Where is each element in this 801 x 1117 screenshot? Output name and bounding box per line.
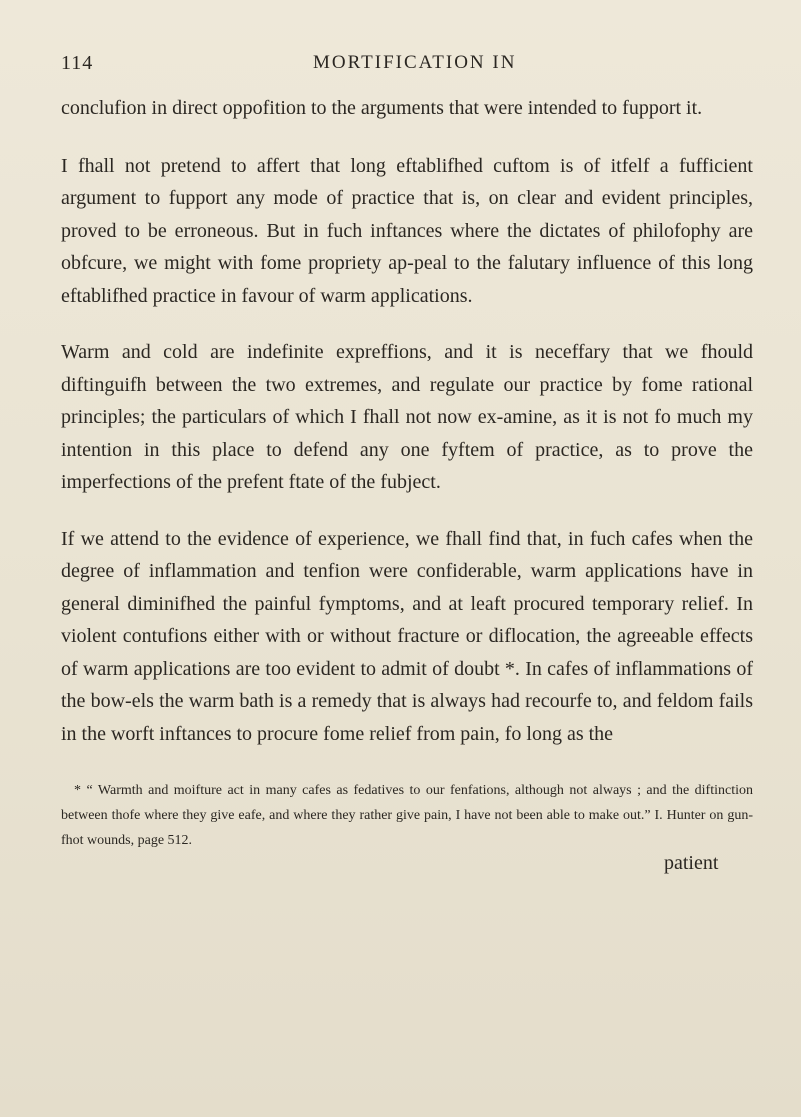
catchword: patient — [664, 852, 719, 874]
page-number: 114 — [61, 52, 94, 74]
paragraph-4: If we attend to the evidence of experience, we fhall find that, in fuch cafes when the degree of inflammation and tenfion were confiderable, warm applications have in general diminifhed the painful fymptoms, and at leaft procured temporary relief. In violent contufions either with or without fracture or diflocation, the agreeable effects of warm applications are too evident to admit of doubt *. In cafes of inflammations of the bow-els the warm bath is a remedy that is always had recourfe to, and feldom fails in the worft inftances to procure fome relief from pain, fo long as the — [61, 527, 753, 745]
paragraph-3: Warm and cold are indefinite expreffions, and it is neceffary that we fhould diftinguifh between the two extremes, and regulate our practice by fome rational principles; the particulars of which I fhall not now ex-amine, as it is not fo much my intention in this place to defend any one fyftem of practice, as to prove the imperfections of the prefent ftate of the fubject. — [61, 341, 753, 493]
paragraph-1: conclufion in direct oppofition to the arguments that were intended to fupport it. — [61, 97, 703, 119]
paragraph-2: I fhall not pretend to affert that long eftablifhed cuftom is of itfelf a fufficient argument to fupport any mode of practice that is, on clear and evident principles, proved to be erroneous. But in fuch inftances where the dictates of philofophy are obfcure, we might with fome propriety ap-peal to the falutary influence of this long eftablifhed practice in favour of warm applications. — [61, 154, 753, 307]
body-text — [61, 92, 753, 774]
footnote: * “ Warmth and moifture act in many cafes as fedatives to our fenfations, although not always ; and the diftinction between thofe where they give eafe, and where they rather give pain, I have not been able to make out.” I. Hunter on gun-fhot wounds, page 512. — [61, 783, 753, 848]
running-head: MORTIFICATION IN — [313, 52, 517, 73]
page-header — [61, 50, 751, 80]
